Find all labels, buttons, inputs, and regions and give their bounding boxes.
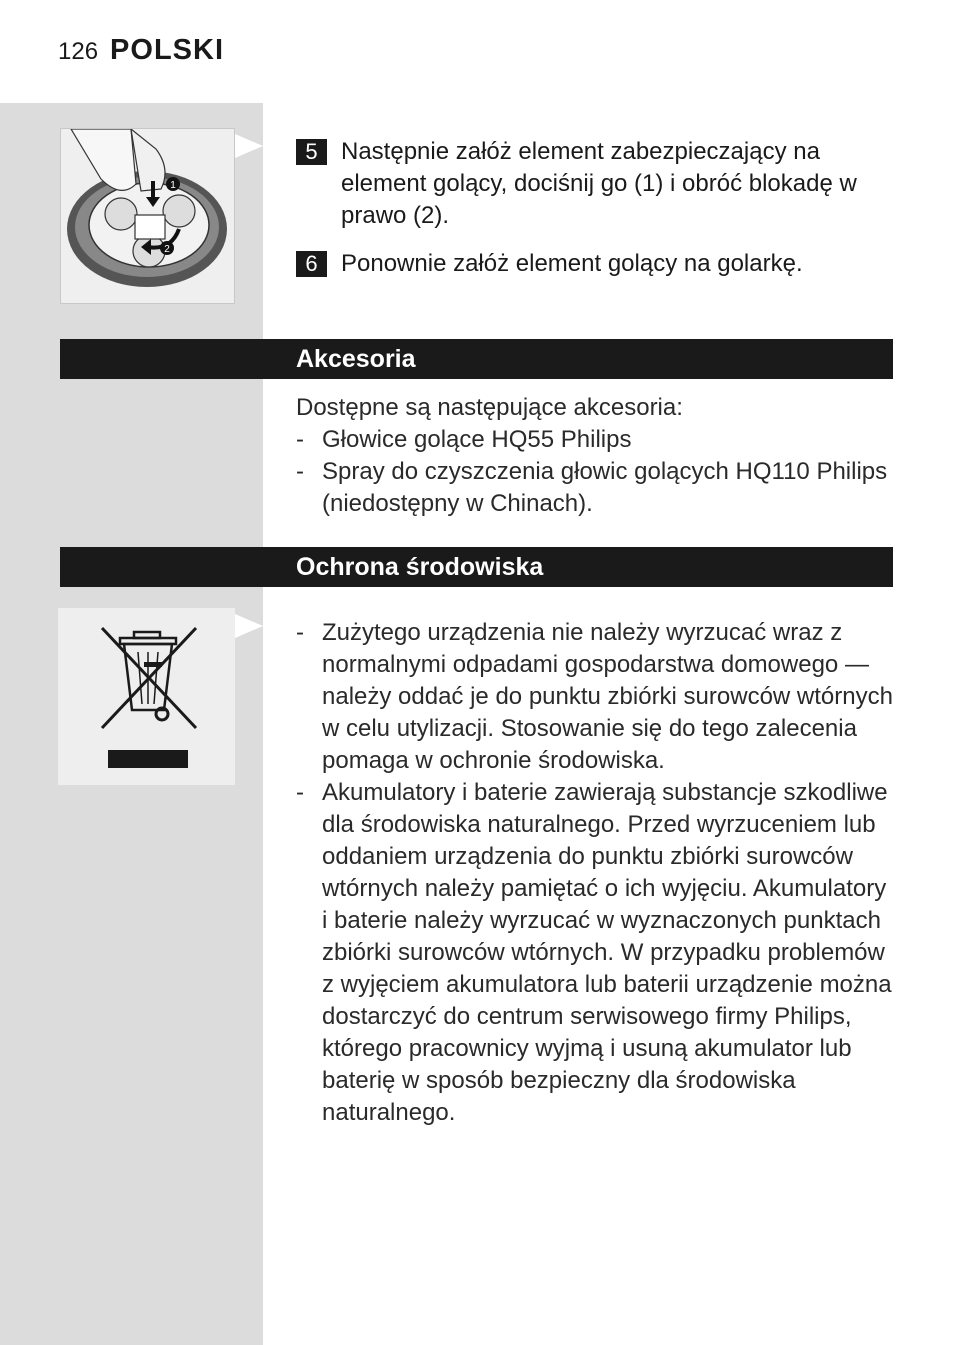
step-text: Następnie załóż element zabezpieczający na element golący, dociśnij go (1) i obróć blokadę w prawo (2).	[341, 138, 857, 229]
figure-pointer	[235, 614, 263, 638]
step-5	[296, 136, 896, 232]
environment-content	[296, 617, 896, 1129]
section-header-environment	[60, 547, 893, 587]
step-text: Ponownie załóż element golący na golarkę.	[341, 250, 803, 277]
step-number: 5	[296, 139, 327, 165]
step-6	[296, 248, 896, 280]
section-title: Akcesoria	[296, 345, 416, 373]
shaver-head-illustration	[60, 128, 235, 304]
section-title: Ochrona środowiska	[296, 553, 544, 581]
environment-list	[296, 617, 896, 1129]
svg-text:2: 2	[164, 244, 170, 255]
language-title: POLSKI	[110, 34, 225, 66]
list-item: - Spray do czyszczenia głowic golących HQ110 Philips (niedostępny w Chinach).	[296, 458, 888, 517]
weee-symbol-figure	[58, 608, 235, 785]
section-header-accessories	[60, 339, 893, 379]
figure-pointer	[235, 134, 263, 158]
list-item: - Zużytego urządzenia nie należy wyrzucać wraz z normalnymi odpadami gospodarstwa domowego — należy oddać je do punktu zbiórki surowców wtórnych w celu utylizacji. Stosowanie się do tego zalecenia pomaga w ochronie środowiska.	[296, 619, 893, 774]
accessories-list	[296, 424, 896, 520]
accessories-content	[296, 392, 896, 520]
shaver-head-assembly-icon	[61, 129, 234, 303]
page-number: 126	[58, 38, 99, 65]
list-item: - Akumulatory i baterie zawierają substancje szkodliwe dla środowiska naturalnego. Przed wyrzuceniem lub oddaniem urządzenia do punktu zbiórki surowców wtórnych należy pamiętać o ich wyjęciu. Akumulatory i baterie należy wyrzucać w wyznaczonych punktach zbiórki surowców wtórnych. W przypadku problemów z wyjęciem akumulatora lub baterii urządzenie można dostarczyć do centrum serwisowego firmy Philips, którego pracownicy wyjmą i usuną akumulator lub baterię w sposób bezpieczny dla środowiska naturalnego.	[296, 779, 892, 1126]
svg-text:1: 1	[170, 180, 176, 191]
list-item: - Głowice golące HQ55 Philips	[296, 426, 632, 453]
step-number: 6	[296, 251, 327, 277]
page-header	[58, 34, 224, 67]
crossed-out-wheelie-bin-icon	[58, 608, 235, 785]
accessories-intro: Dostępne są następujące akcesoria:	[296, 394, 683, 421]
